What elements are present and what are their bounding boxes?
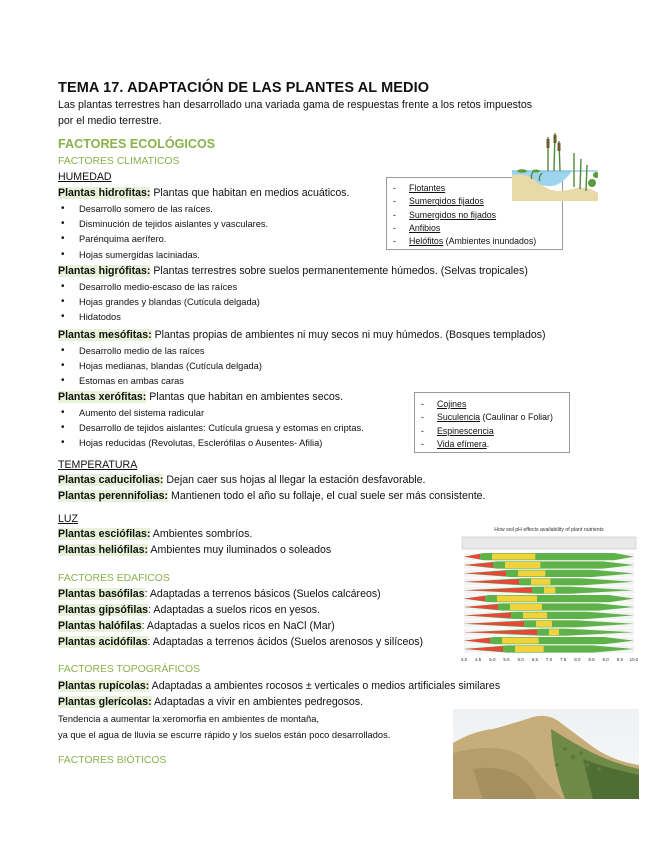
xerofitas-list xyxy=(58,406,364,452)
chart-tick-label: 8.5 xyxy=(588,656,595,662)
list-item: - Vida efímera. xyxy=(415,438,569,451)
hidrofitas-term: Plantas hidrofitas: xyxy=(58,187,151,199)
mesofitas-desc: Plantas propias de ambientes ni muy secos ni muy húmedos. (Bosques templados) xyxy=(151,329,546,341)
chart-tick-label: 9.5 xyxy=(616,656,623,662)
tendencia-line-1: Tendencia a aumentar la xeromorfia en ambientes de montaña, xyxy=(58,714,319,724)
intro-line-2: por el medio terrestre. xyxy=(58,115,162,127)
glericolas-line xyxy=(58,696,363,708)
higrofitas-term: Plantas higrófitas: xyxy=(58,265,151,277)
list-item: • Aumento del sistema radicular xyxy=(58,406,364,421)
perennifolias-desc: Mantienen todo el año su follaje, el cual suele ser más consistente. xyxy=(168,490,486,502)
chart-tick-label: 7.5 xyxy=(560,656,567,662)
xerofitas-line xyxy=(58,391,343,403)
chart-band-highlight xyxy=(510,604,542,610)
higrofitas-line xyxy=(58,265,528,277)
heading-temperatura: TEMPERATURA xyxy=(58,459,138,471)
intro-line-1: Las plantas terrestres han desarrollado una variada gama de respuestas frente a los retos impuestos xyxy=(58,99,533,111)
list-item: - Anfibios xyxy=(387,222,562,235)
heading-factores-climaticos: FACTORES CLIMATICOS xyxy=(58,156,180,167)
chart-band-highlight xyxy=(544,587,555,593)
list-item: • Parénquima aerífero. xyxy=(58,232,268,247)
chart-tick-label: 4.5 xyxy=(475,656,482,662)
caducifolias-term: Plantas caducifolias: xyxy=(58,474,164,486)
halofilas-desc: : Adaptadas a suelos ricos en NaCl (Mar) xyxy=(141,620,335,632)
heading-humedad: HUMEDAD xyxy=(58,171,112,183)
hidrofitas-line xyxy=(58,187,349,199)
halofilas-term: Plantas halófilas xyxy=(58,620,142,632)
acidofilas-desc: : Adaptadas a terrenos ácidos (Suelos arenosos y silíceos) xyxy=(147,636,424,648)
chart-band-highlight xyxy=(497,596,537,602)
heading-factores-bioticos: FACTORES BIÓTICOS xyxy=(58,755,167,766)
chart-band-highlight xyxy=(515,646,544,652)
list-item: • Estomas en ambas caras xyxy=(58,374,262,389)
list-item: • Hojas grandes y blandas (Cutícula delgada) xyxy=(58,295,260,310)
chart-band-highlight xyxy=(518,570,545,576)
mesofitas-line xyxy=(58,329,546,341)
chart-title: How soil pH effects availability of plant nutrients xyxy=(494,527,604,533)
heliofilas-desc: Ambientes muy iluminados o soleados xyxy=(148,544,332,556)
chart-band xyxy=(464,553,634,560)
chart-tick-label: 5.5 xyxy=(503,656,510,662)
list-item: • Disminución de tejidos aislantes y vasculares. xyxy=(58,217,268,232)
list-item: - Flotantes xyxy=(387,182,562,195)
halofilas-line xyxy=(58,620,335,632)
perennifolias-term: Plantas perennifolias: xyxy=(58,490,169,502)
aquatic-plants-illustration xyxy=(512,131,598,201)
xerofitas-types-box xyxy=(414,392,570,453)
list-item: • Hojas reducidas (Revolutas, Esclerófilas o Ausentes- Afilia) xyxy=(58,436,364,451)
glericolas-term: Plantas glerícolas: xyxy=(58,696,152,708)
heading-factores-ecologicos: FACTORES ECOLÓGICOS xyxy=(58,137,216,151)
hidrofitas-list xyxy=(58,202,268,263)
chart-band-highlight xyxy=(536,621,552,627)
higrofitas-list xyxy=(58,280,260,326)
rupicolas-term: Plantas rupícolas: xyxy=(58,680,150,692)
esciofilas-desc: Ambientes sombríos. xyxy=(150,528,253,540)
list-item: • Hidatodos xyxy=(58,310,260,325)
chart-band xyxy=(464,595,634,602)
tendencia-line-2: ya que el agua de lluvia se escurre rápido y los suelos están poco desarrollados. xyxy=(58,730,391,740)
caducifolias-desc: Dejan caer sus hojas al llegar la estación desfavorable. xyxy=(163,474,426,486)
heading-factores-edaficos: FACTORES EDAFICOS xyxy=(58,573,170,584)
page-title: TEMA 17. ADAPTACIÓN DE LAS PLANTES AL MEDIO xyxy=(58,80,430,96)
chart-tick-label: 5.0 xyxy=(489,656,496,662)
esciofilas-term: Plantas esciófilas: xyxy=(58,528,151,540)
list-item: • Hojas medianas, blandas (Cutícula delgada) xyxy=(58,359,262,374)
chart-tick-label: 6.5 xyxy=(531,656,538,662)
higrofitas-desc: Plantas terrestres sobre suelos permanentemente húmedos. (Selvas tropicales) xyxy=(150,265,528,277)
list-item: • Desarrollo de tejidos aislantes: Cutícula gruesa y estomas en criptas. xyxy=(58,421,364,436)
chart-band-highlight xyxy=(531,579,550,585)
list-item: • Desarrollo medio-escaso de las raíces xyxy=(58,280,260,295)
chart-tick-label: 9.0 xyxy=(602,656,609,662)
chart-band-highlight xyxy=(505,562,540,568)
xerofitas-term: Plantas xerófitas: xyxy=(58,391,147,403)
ph-chart-graphic xyxy=(460,535,638,669)
gipsofilas-desc: : Adaptadas a suelos ricos en yesos. xyxy=(148,604,321,616)
acidofilas-term: Plantas acidófilas xyxy=(58,636,148,648)
list-item: • Desarrollo somero de las raíces. xyxy=(58,202,268,217)
chart-band-highlight xyxy=(502,638,539,644)
basofilas-term: Plantas basófilas xyxy=(58,588,145,600)
heliofilas-line xyxy=(58,544,331,556)
xerofitas-desc: Plantas que habitan en ambientes secos. xyxy=(146,391,344,403)
basofilas-line xyxy=(58,588,381,600)
gipsofilas-line xyxy=(58,604,320,616)
mountain-photo xyxy=(453,709,639,799)
basofilas-desc: : Adaptadas a terrenos básicos (Suelos calcáreos) xyxy=(144,588,381,600)
heading-factores-topograficos: FACTORES TOPOGRÁFICOS xyxy=(58,664,201,675)
gipsofilas-term: Plantas gipsófilas xyxy=(58,604,149,616)
list-item: - Cojines xyxy=(415,398,569,411)
list-item: - Sumergidos fijados xyxy=(387,195,562,208)
list-item: • Hojas sumergidas laciniadas. xyxy=(58,248,268,263)
acidofilas-line xyxy=(58,636,423,648)
chart-tick-label: 7.0 xyxy=(545,656,553,662)
list-item: - Suculencia (Caulinar o Foliar) xyxy=(415,411,569,424)
perennifolias-line xyxy=(58,490,486,502)
list-item: - Espinescencia xyxy=(415,425,569,438)
heading-luz: LUZ xyxy=(58,513,79,525)
caducifolias-line xyxy=(58,474,425,486)
chart-tick-label: 8.0 xyxy=(574,656,581,662)
chart-tick-label: 6.0 xyxy=(517,656,524,662)
list-item: - Sumergidos no fijados xyxy=(387,209,562,222)
chart-band-highlight xyxy=(523,612,547,618)
chart-tick-label: 4.0 xyxy=(460,656,468,662)
chart-band-highlight xyxy=(549,629,559,635)
mesofitas-list xyxy=(58,344,262,390)
mesofitas-term: Plantas mesófitas: xyxy=(58,329,152,341)
chart-band-highlight xyxy=(492,554,535,560)
esciofilas-line xyxy=(58,528,252,540)
soil-ph-nutrient-chart xyxy=(460,527,638,669)
rupicolas-desc: Adaptadas a ambientes rocosos ± verticales o medios artificiales similares xyxy=(149,680,501,692)
glericolas-desc: Adaptadas a vivir en ambientes pedregosos. xyxy=(151,696,364,708)
rupicolas-line xyxy=(58,680,500,692)
chart-tick-label: 10.0 xyxy=(629,656,638,662)
list-item: • Desarrollo medio de las raíces xyxy=(58,344,262,359)
heliofilas-term: Plantas heliófilas: xyxy=(58,544,149,556)
list-item: - Helófitos (Ambientes inundados) xyxy=(387,235,562,248)
hidrofitas-desc: Plantas que habitan en medios acuáticos. xyxy=(150,187,350,199)
